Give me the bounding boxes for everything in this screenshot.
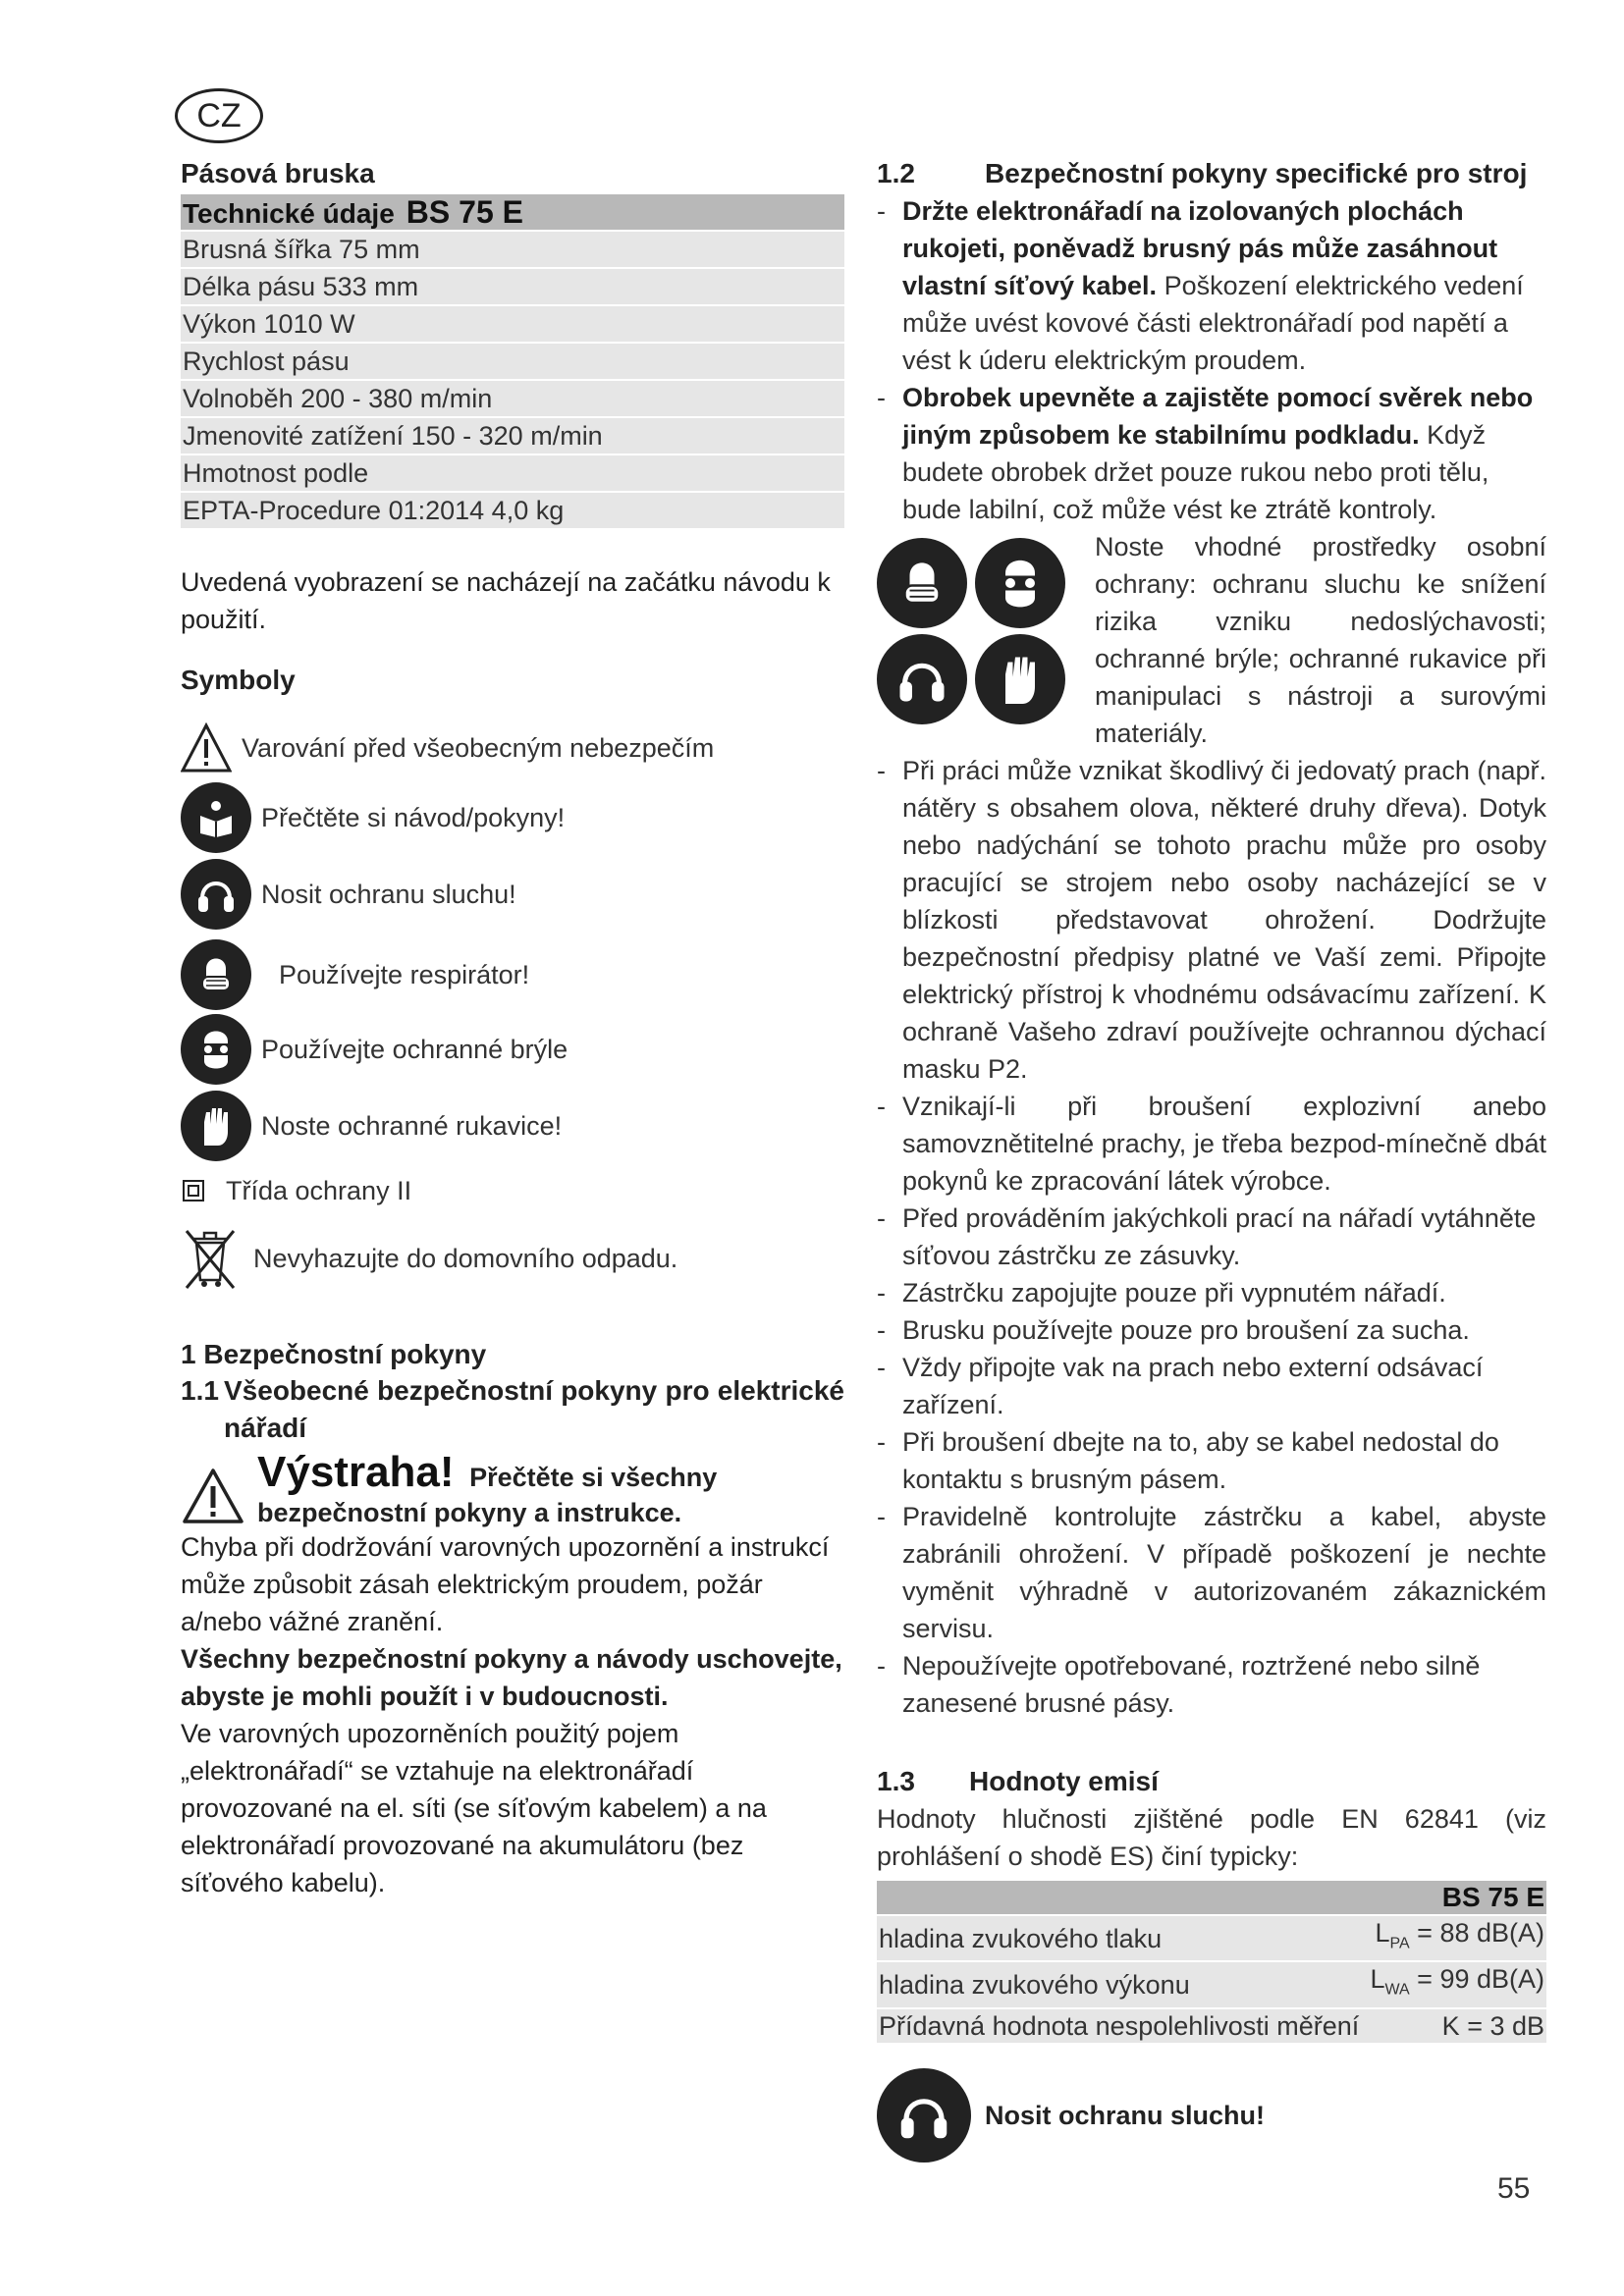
emissions-label: Přídavná hodnota nespolehlivosti měření	[877, 2009, 1367, 2043]
section-1-title: 1 Bezpečnostní pokyny	[181, 1339, 487, 1369]
section-1-2-heading	[877, 155, 1546, 192]
hearing-note: Nosit ochranu sluchu!	[985, 2100, 1266, 2130]
illustration-note: Uvedená vyobrazení se nacházejí na začátku návodu k použití.	[181, 567, 831, 634]
symbol-item	[181, 721, 844, 775]
warning-triangle-icon	[181, 722, 232, 774]
list-item-bold: Držte elektronářadí na izolovaných plochách rukojeti, poněvadž brusný pás může zasáhnout vlastní síťový kabel.	[902, 196, 1498, 300]
list-item: - Při práci může vznikat škodlivý či jedovatý prach (např. nátěry s obsahem olova, některé druhy dřeva). Dotyk nebo nadýchání se tohoto prachu může pro osoby pracující se strojem nebo osoby nacházející se v blízkosti představovat ohrožení. Dodržujte bezpečnostní předpisy platné ve Vaší zemi. Připojte elektrický přístroj k vhodnému odsávacímu zařízení. K ochraně Vašeho zdraví používejte ochrannou dýchací masku P2.	[877, 752, 1546, 1088]
symbol-label: Varování před všeobecným nebezpečím	[242, 732, 715, 763]
ppe-text: Noste vhodné prostředky osobní ochrany: ochranu sluchu ke snížení rizika vzniku nedoslýchavosti; ochranné brýle; ochranné rukavice při manipulaci s nástroji a surovými materiály.	[1095, 532, 1546, 748]
technical-data-label: Technické údaje	[183, 198, 395, 229]
emissions-value: = 88 dB(A)	[1417, 1918, 1544, 1948]
emissions-subscript: PA	[1389, 1935, 1410, 1952]
machine-safety-list	[877, 192, 1546, 528]
table-row	[877, 2009, 1546, 2043]
emissions-symbol: L	[1375, 1918, 1390, 1948]
emissions-table	[877, 1879, 1546, 2045]
ppe-block	[877, 528, 1546, 752]
warning-word: Výstraha!	[257, 1448, 455, 1496]
protection-class-icon	[183, 1180, 204, 1201]
emissions-symbol: K	[1441, 2010, 1460, 2041]
symbols-title: Symboly	[181, 665, 296, 695]
tech-row: Hmotnost podle	[181, 455, 844, 491]
warning-block	[181, 1448, 844, 1640]
warning-text: Chyba při dodržování varovných upozornění a instrukcí může způsobit zásah elektrickým proudem, požár a/nebo vážné zranění.	[181, 1532, 830, 1636]
section-1-1-heading	[181, 1372, 844, 1447]
symbol-label: Noste ochranné rukavice!	[261, 1110, 563, 1141]
emissions-subscript: WA	[1384, 1981, 1410, 1999]
technical-data-table	[181, 194, 844, 528]
symbol-label: Nevyhazujte do domovního odpadu.	[253, 1243, 678, 1273]
gloves-icon	[181, 1091, 251, 1161]
gloves-icon	[975, 634, 1065, 724]
keep-instructions: Všechny bezpečnostní pokyny a návody uschovejte, abyste je mohli použít i v budoucnosti.	[181, 1644, 842, 1711]
emissions-label: hladina zvukového tlaku	[877, 1916, 1367, 1960]
hearing-protection-icon	[181, 859, 251, 930]
list-item: - Brusku používejte pouze pro broušení za sucha.	[877, 1311, 1546, 1349]
hearing-protection-icon	[877, 2068, 971, 2163]
symbol-item	[181, 858, 844, 931]
table-row	[877, 1916, 1546, 1960]
ppe-icon-row	[877, 634, 1095, 724]
symbol-label: Nosit ochranu sluchu!	[261, 879, 516, 909]
symbol-item	[181, 1166, 844, 1215]
list-item-text: Když budete obrobek držet pouze rukou nebo proti tělu, bude labilní, což může vést ke ztrátě kontroly.	[902, 420, 1489, 524]
section-1-3-number: 1.3	[877, 1766, 915, 1796]
section-1-2-title: Bezpečnostní pokyny specifické pro stroj	[985, 158, 1528, 188]
symbol-item	[181, 781, 844, 854]
list-item-bold: Obrobek upevněte a zajistěte pomocí svěrek nebo jiným způsobem ke stabilnímu podkladu.	[902, 383, 1534, 450]
section-1-2-number: 1.2	[877, 158, 915, 188]
emissions-value: = 99 dB(A)	[1417, 1964, 1544, 1995]
tech-row: Volnoběh 200 - 380 m/min	[181, 381, 844, 416]
goggles-icon	[975, 538, 1065, 628]
language-badge: CZ	[175, 88, 263, 143]
symbol-label: Používejte ochranné brýle	[261, 1034, 568, 1064]
list-item: - Nepoužívejte opotřebované, roztržené nebo silně zanesené brusné pásy.	[877, 1647, 1546, 1722]
left-column	[181, 155, 844, 1901]
section-1-3-title: Hodnoty emisí	[969, 1766, 1159, 1796]
product-title: Pásová bruska	[181, 158, 375, 188]
list-item	[877, 192, 1546, 379]
page-number: 55	[1497, 2172, 1531, 2205]
emissions-symbol: L	[1370, 1964, 1385, 1995]
table-row	[877, 1962, 1546, 2006]
warning-intro	[181, 1448, 844, 1530]
list-item-text: Poškození elektrického vedení může uvést kovové části elektronářadí pod napětí a vést k úderu elektrickým proudem.	[902, 271, 1524, 375]
symbols-list	[181, 721, 844, 1296]
list-item: - Zástrčku zapojujte pouze při vypnutém nářadí.	[877, 1274, 1546, 1311]
symbol-label: Třída ochrany II	[226, 1175, 412, 1205]
section-1-1-number: 1.1	[181, 1375, 219, 1406]
list-item	[877, 379, 1546, 528]
ppe-icon-row	[877, 538, 1095, 628]
section-1-3-heading	[877, 1763, 1546, 1800]
list-item: - Vždy připojte vak na prach nebo externí odsávací zařízení.	[877, 1349, 1546, 1423]
respirator-icon	[877, 538, 967, 628]
technical-data-model: BS 75 E	[406, 194, 523, 230]
respirator-icon	[181, 939, 251, 1010]
tech-row: EPTA-Procedure 01:2014 4,0 kg	[181, 493, 844, 528]
ppe-icons	[877, 528, 1095, 752]
emissions-intro: Hodnoty hlučnosti zjištěné podle EN 62841 (viz prohlášení o shodě ES) činí typicky:	[877, 1804, 1546, 1871]
list-item: - Při broušení dbejte na to, aby se kabel nedostal do kontaktu s brusným pásem.	[877, 1423, 1546, 1498]
symbol-item	[181, 1221, 844, 1296]
emissions-value-cell	[1367, 1916, 1546, 1960]
symbol-label: Přečtěte si návod/pokyny!	[261, 802, 566, 832]
emissions-label: hladina zvukového výkonu	[877, 1962, 1367, 2006]
tech-row: Výkon 1010 W	[181, 306, 844, 342]
hearing-note-block	[877, 2068, 1546, 2163]
symbol-label: Používejte respirátor!	[279, 959, 530, 989]
section-1-1-title: Všeobecné bezpečnostní pokyny pro elektrické nářadí	[224, 1375, 844, 1443]
emissions-header: BS 75 E	[877, 1881, 1546, 1914]
warning-triangle-icon	[181, 1467, 245, 1525]
tech-row: Brusná šířka 75 mm	[181, 232, 844, 267]
symbol-item	[181, 1013, 844, 1086]
warning-bold-text: Přečtěte si všechny bezpečnostní pokyny a instrukce.	[257, 1463, 718, 1527]
emissions-value-cell	[1367, 2009, 1546, 2043]
list-item: - Pravidelně kontrolujte zástrčku a kabel, abyste zabránili ohrožení. V případě poškození je nechte vyměnit výhradně v autorizovaném zákaznickém servisu.	[877, 1498, 1546, 1647]
symbol-item	[181, 1090, 844, 1162]
power-tool-term-text: Ve varovných upozorněních použitý pojem „elektronářadí“ se vztahuje na elektronářadí provozované na el. síti (se síťovým kabelem) a na elektronářadí provozované na akumulátoru (bez síťového kabelu).	[181, 1719, 767, 1897]
safety-list	[877, 752, 1546, 1722]
tech-row: Jmenovité zatížení 150 - 320 m/min	[181, 418, 844, 454]
hearing-protection-icon	[877, 634, 967, 724]
tech-row: Délka pásu 533 mm	[181, 269, 844, 304]
symbol-item	[181, 938, 844, 1011]
right-column	[877, 155, 1546, 2163]
list-item: - Před prováděním jakýchkoli prací na nářadí vytáhněte síťovou zástrčku ze zásuvky.	[877, 1200, 1546, 1274]
technical-data-header	[181, 194, 844, 230]
emissions-value-cell	[1367, 1962, 1546, 2006]
tech-row: Rychlost pásu	[181, 344, 844, 379]
emissions-value: = 3 dB	[1467, 2010, 1544, 2041]
goggles-icon	[181, 1014, 251, 1085]
read-manual-icon	[181, 782, 251, 853]
list-item: - Vznikají-li při broušení explozivní anebo samovznětitelné prachy, je třeba bezpod-mínečně dbát pokynů ke zpracování látek výrobce.	[877, 1088, 1546, 1200]
crossed-bin-icon	[181, 1223, 240, 1294]
emissions-header-row	[877, 1881, 1546, 1914]
